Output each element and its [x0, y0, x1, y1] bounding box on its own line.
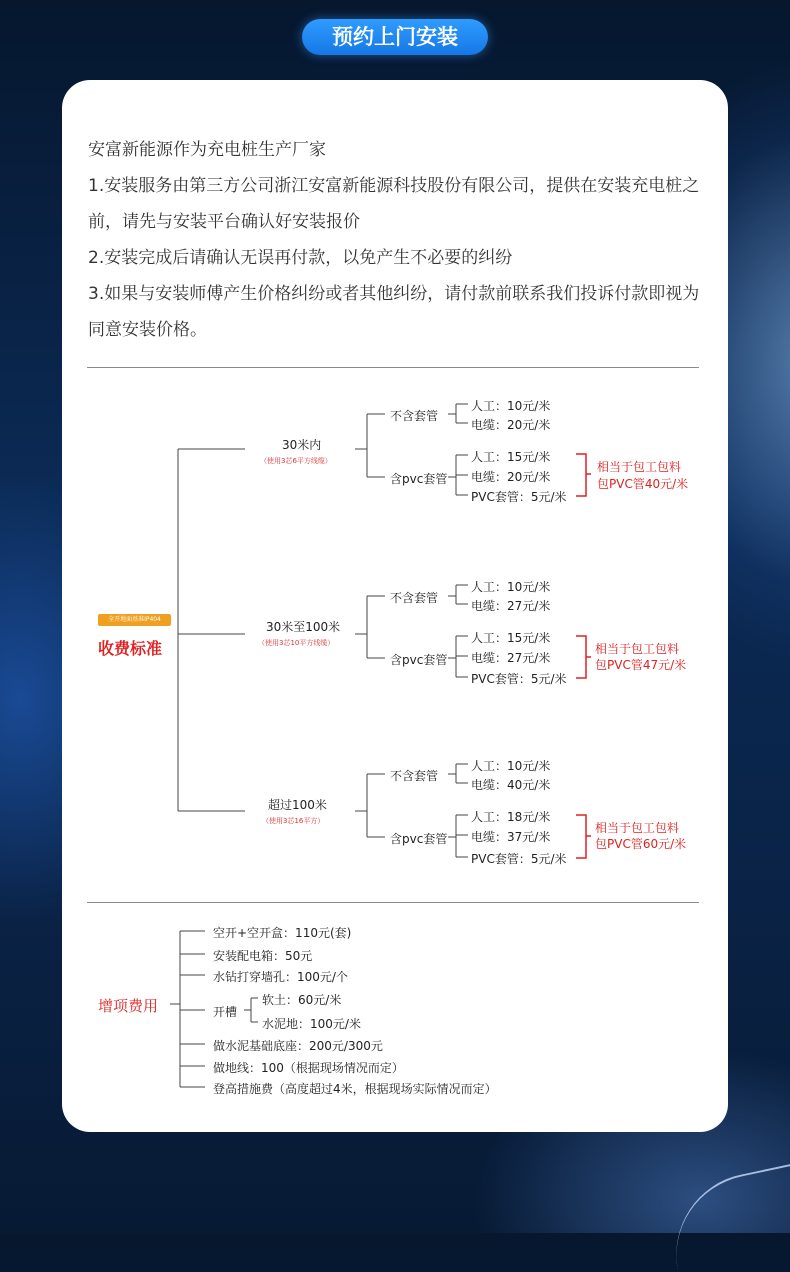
intro-line: 安富新能源作为充电桩生产厂家 [88, 140, 326, 160]
extra-item: 安装配电箱：50元 [213, 949, 313, 963]
equiv-price: 包PVC管47元/米 [595, 658, 687, 672]
group-note: （使用3芯6平方线缆） [260, 457, 332, 465]
extras-label: 增项费用 [98, 997, 159, 1015]
extra-item: 做地线：100（根据现场情况而定） [213, 1061, 404, 1075]
price-item: 人工：10元/米 [471, 580, 551, 594]
equiv-price: 包PVC管40元/米 [597, 477, 689, 491]
price-item: 人工：15元/米 [471, 631, 551, 645]
equiv-price: 包PVC管60元/米 [595, 837, 687, 851]
with-pipe-label: 含pvc套管 [390, 832, 448, 846]
no-pipe-label: 不含套管 [390, 769, 439, 783]
extra-item: 登高措施费（高度超过4米，根据现场实际情况而定） [213, 1082, 497, 1096]
price-item: 电缆：20元/米 [471, 418, 551, 432]
price-item: 电缆：37元/米 [471, 830, 551, 844]
group-name: 30米内 [282, 438, 322, 452]
group-name: 超过100米 [268, 798, 327, 812]
extra-item: 做水泥基础底座：200元/300元 [213, 1039, 383, 1053]
extra-item: 开槽 [213, 1005, 238, 1019]
price-item: 人工：15元/米 [471, 450, 551, 464]
intro-line: 3.如果与安装师傅产生价格纠纷或者其他纠纷，请付款前联系我们投诉付款即视为同意安装价格。 [88, 284, 700, 340]
equiv-label: 相当于包工包料 [595, 821, 680, 835]
intro-line: 2.安装完成后请确认无误再付款，以免产生不必要的纠纷 [88, 248, 513, 268]
price-item: 电缆：27元/米 [471, 651, 551, 665]
price-item: 电缆：20元/米 [471, 470, 551, 484]
price-item: 电缆：27元/米 [471, 599, 551, 613]
extra-subitem: 水泥地：100元/米 [262, 1017, 361, 1031]
no-pipe-label: 不含套管 [390, 409, 439, 423]
extra-subitem: 软土：60元/米 [262, 993, 342, 1007]
fee-badge: 全开地面基准IP404 [98, 614, 171, 626]
with-pipe-label: 含pvc套管 [390, 653, 448, 667]
price-item: PVC套管：5元/米 [471, 852, 567, 866]
page-title: 预约上门安装 [302, 19, 488, 55]
group-note: （使用3芯10平方线缆） [258, 639, 335, 647]
equiv-label: 相当于包工包料 [595, 642, 680, 656]
group-note: （使用3芯16平方） [262, 817, 325, 825]
equiv-label: 相当于包工包料 [597, 460, 682, 474]
price-item: 人工：10元/米 [471, 759, 551, 773]
price-item: 人工：10元/米 [471, 399, 551, 413]
price-item: 电缆：40元/米 [471, 778, 551, 792]
extra-item: 水钻打穿墙孔：100元/个 [213, 970, 348, 984]
price-item: PVC套管：5元/米 [471, 490, 567, 504]
price-item: PVC套管：5元/米 [471, 672, 567, 686]
intro-line: 1.安装服务由第三方公司浙江安富新能源科技股份有限公司，提供在安装充电桩之前，请先与安装平台确认好安装报价 [88, 176, 700, 232]
no-pipe-label: 不含套管 [390, 591, 439, 605]
with-pipe-label: 含pvc套管 [390, 472, 448, 486]
group-name: 30米至100米 [266, 620, 341, 634]
extra-item: 空开+空开盒：110元(套) [213, 926, 352, 940]
price-item: 人工：18元/米 [471, 810, 551, 824]
fee-standard-label: 收费标准 [98, 639, 163, 658]
